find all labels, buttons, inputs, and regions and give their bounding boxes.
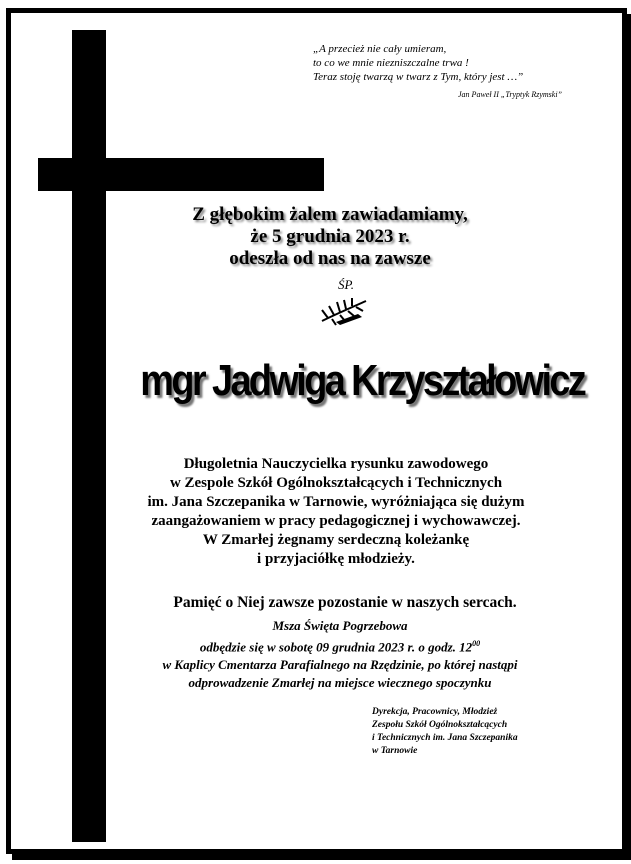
signature-line: w Tarnowie [372,746,418,756]
signature-block [372,706,518,758]
mass-date [110,635,570,656]
bio-line: zaangażowaniem w pracy pedagogicznej i wychowawczej. [151,513,521,529]
bio-line: W Zmarłej żegnamy serdeczną koleżankę [202,532,470,548]
biography [136,455,536,569]
cross-vertical-beam [72,30,106,842]
bio-line: w Zespole Szkół Ogólnokształcących i Technicznych [169,475,503,491]
announcement-line: Z głębokim żalem zawiadamiamy, [192,204,468,225]
motto-line: Teraz stoję twarzą w twarz z Tym, który jest …” [313,71,524,83]
motto-line: to co we mnie niezniszczalne trwa ! [313,57,469,69]
motto-line: „A przecież nie cały umieram, [313,43,447,55]
mass-date-text: odbędzie się w sobotę 09 grudnia 2023 r. o godz. 12 [199,639,473,655]
palm-branch-icon [318,291,370,327]
cross-horizontal-beam [38,158,324,191]
motto-quote [313,42,562,99]
bio-line: i przyjaciółkę młodzieży. [257,551,415,567]
mass-place: w Kaplicy Cmentarza Parafialnego na Rzędzinie, po której nastąpi [162,657,518,673]
funeral-mass-info [110,617,570,692]
announcement [140,204,520,270]
deceased-name: mgr Jadwiga Krzyształowicz [140,356,585,405]
mass-final: odprowadzenie Zmarłej na miejsce wiecznego spoczynku [188,675,492,691]
mass-title: Msza Święta Pogrzebowa [272,618,408,633]
bio-line: Długoletnia Nauczycielka rysunku zawodowego [183,456,489,472]
motto-source: Jan Paweł II „Tryptyk Rzymski” [458,90,562,99]
signature-line: i Technicznych im. Jana Szczepanika [372,733,518,743]
memory-statement: Pamięć o Niej zawsze pozostanie w naszych sercach. [173,594,517,611]
announcement-line: że 5 grudnia 2023 r. [250,226,410,247]
signature-line: Zespołu Szkół Ogólnokształcących [372,720,508,730]
mass-time-minutes: 00 [472,639,481,648]
bio-line: im. Jana Szczepanika w Tarnowie, wyróżniająca się dużym [147,494,525,510]
signature-line: Dyrekcja, Pracownicy, Młodzież [372,707,498,717]
announcement-line: odeszła od nas na zawsze [229,248,431,269]
sp-label: ŚP. [338,277,355,292]
